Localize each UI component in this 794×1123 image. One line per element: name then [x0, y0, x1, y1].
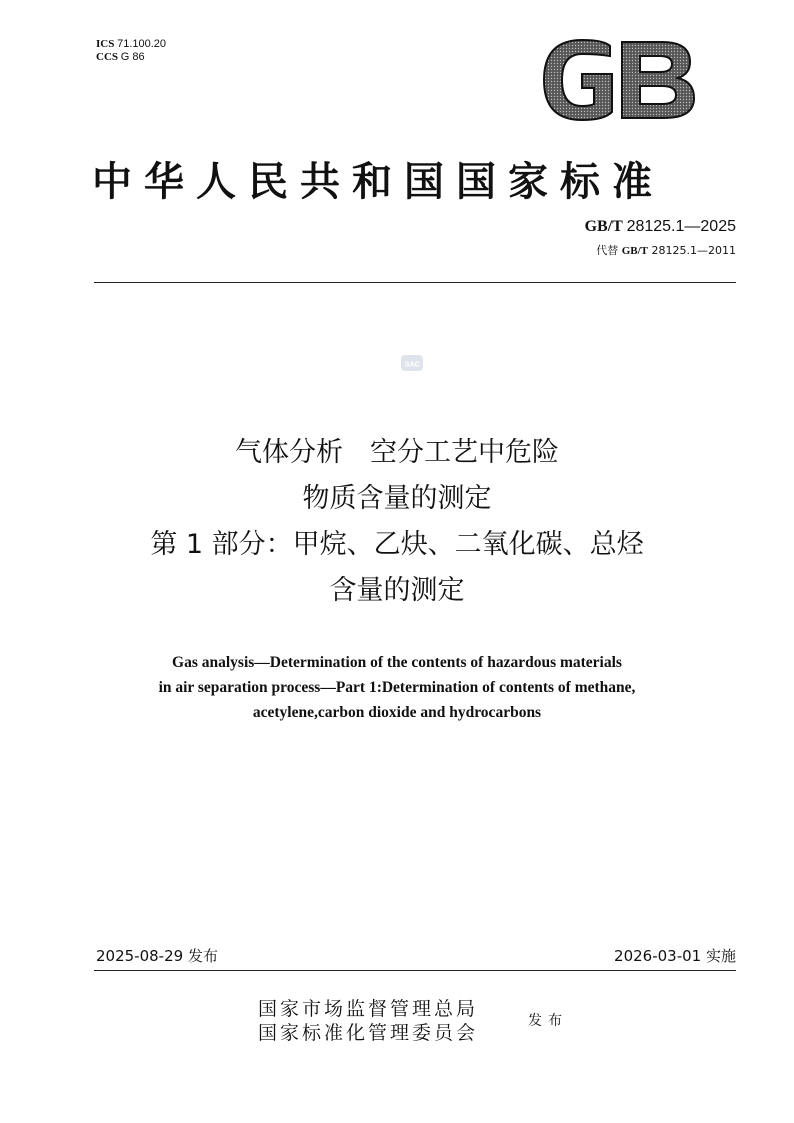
standard-number: GB/T 28125.1—2025 — [584, 218, 736, 235]
en-title-line: acetylene,carbon dioxide and hydrocarbons — [252, 704, 542, 721]
chinese-title — [60, 430, 734, 614]
issuer-samr: 国家市场监督管理总局 — [258, 998, 479, 1020]
ccs-code: CCS G 86 — [96, 51, 145, 63]
header-divider — [94, 282, 736, 283]
en-title-line: Gas analysis—Determination of the contents of hazardous materials — [172, 654, 622, 671]
gb-logo — [538, 38, 698, 122]
issuing-authorities — [258, 997, 478, 1045]
ics-code: ICS 71.100.20 — [96, 38, 167, 50]
cn-title-line: 气体分析 空分工艺中危险 — [235, 437, 559, 468]
cn-title-line: 第 1 部分：甲烷、乙炔、二氧化碳、总烃 — [150, 529, 644, 560]
cn-title-line: 物质含量的测定 — [302, 483, 492, 514]
sac-watermark-text: SAC — [404, 361, 420, 369]
sac-watermark — [401, 354, 423, 372]
cn-title-line: 含量的测定 — [329, 575, 465, 606]
english-title — [60, 650, 734, 725]
replaces-standard: 代替 GB/T 28125.1—2011 — [596, 244, 736, 257]
implementation-date: 2026-03-01 实施 — [614, 947, 736, 965]
en-title-line: in air separation process—Part 1:Determination of contents of methane, — [158, 679, 636, 696]
standard-number-block — [585, 218, 736, 258]
publish-label: 发布 — [528, 1013, 568, 1029]
classification-codes — [96, 38, 166, 64]
issue-date: 2025-08-29 发布 — [96, 947, 218, 965]
footer-divider — [94, 970, 736, 971]
national-standard-title: 中华人民共和国国家标准 — [92, 158, 664, 205]
issuer-sac: 国家标准化管理委员会 — [258, 1022, 479, 1044]
